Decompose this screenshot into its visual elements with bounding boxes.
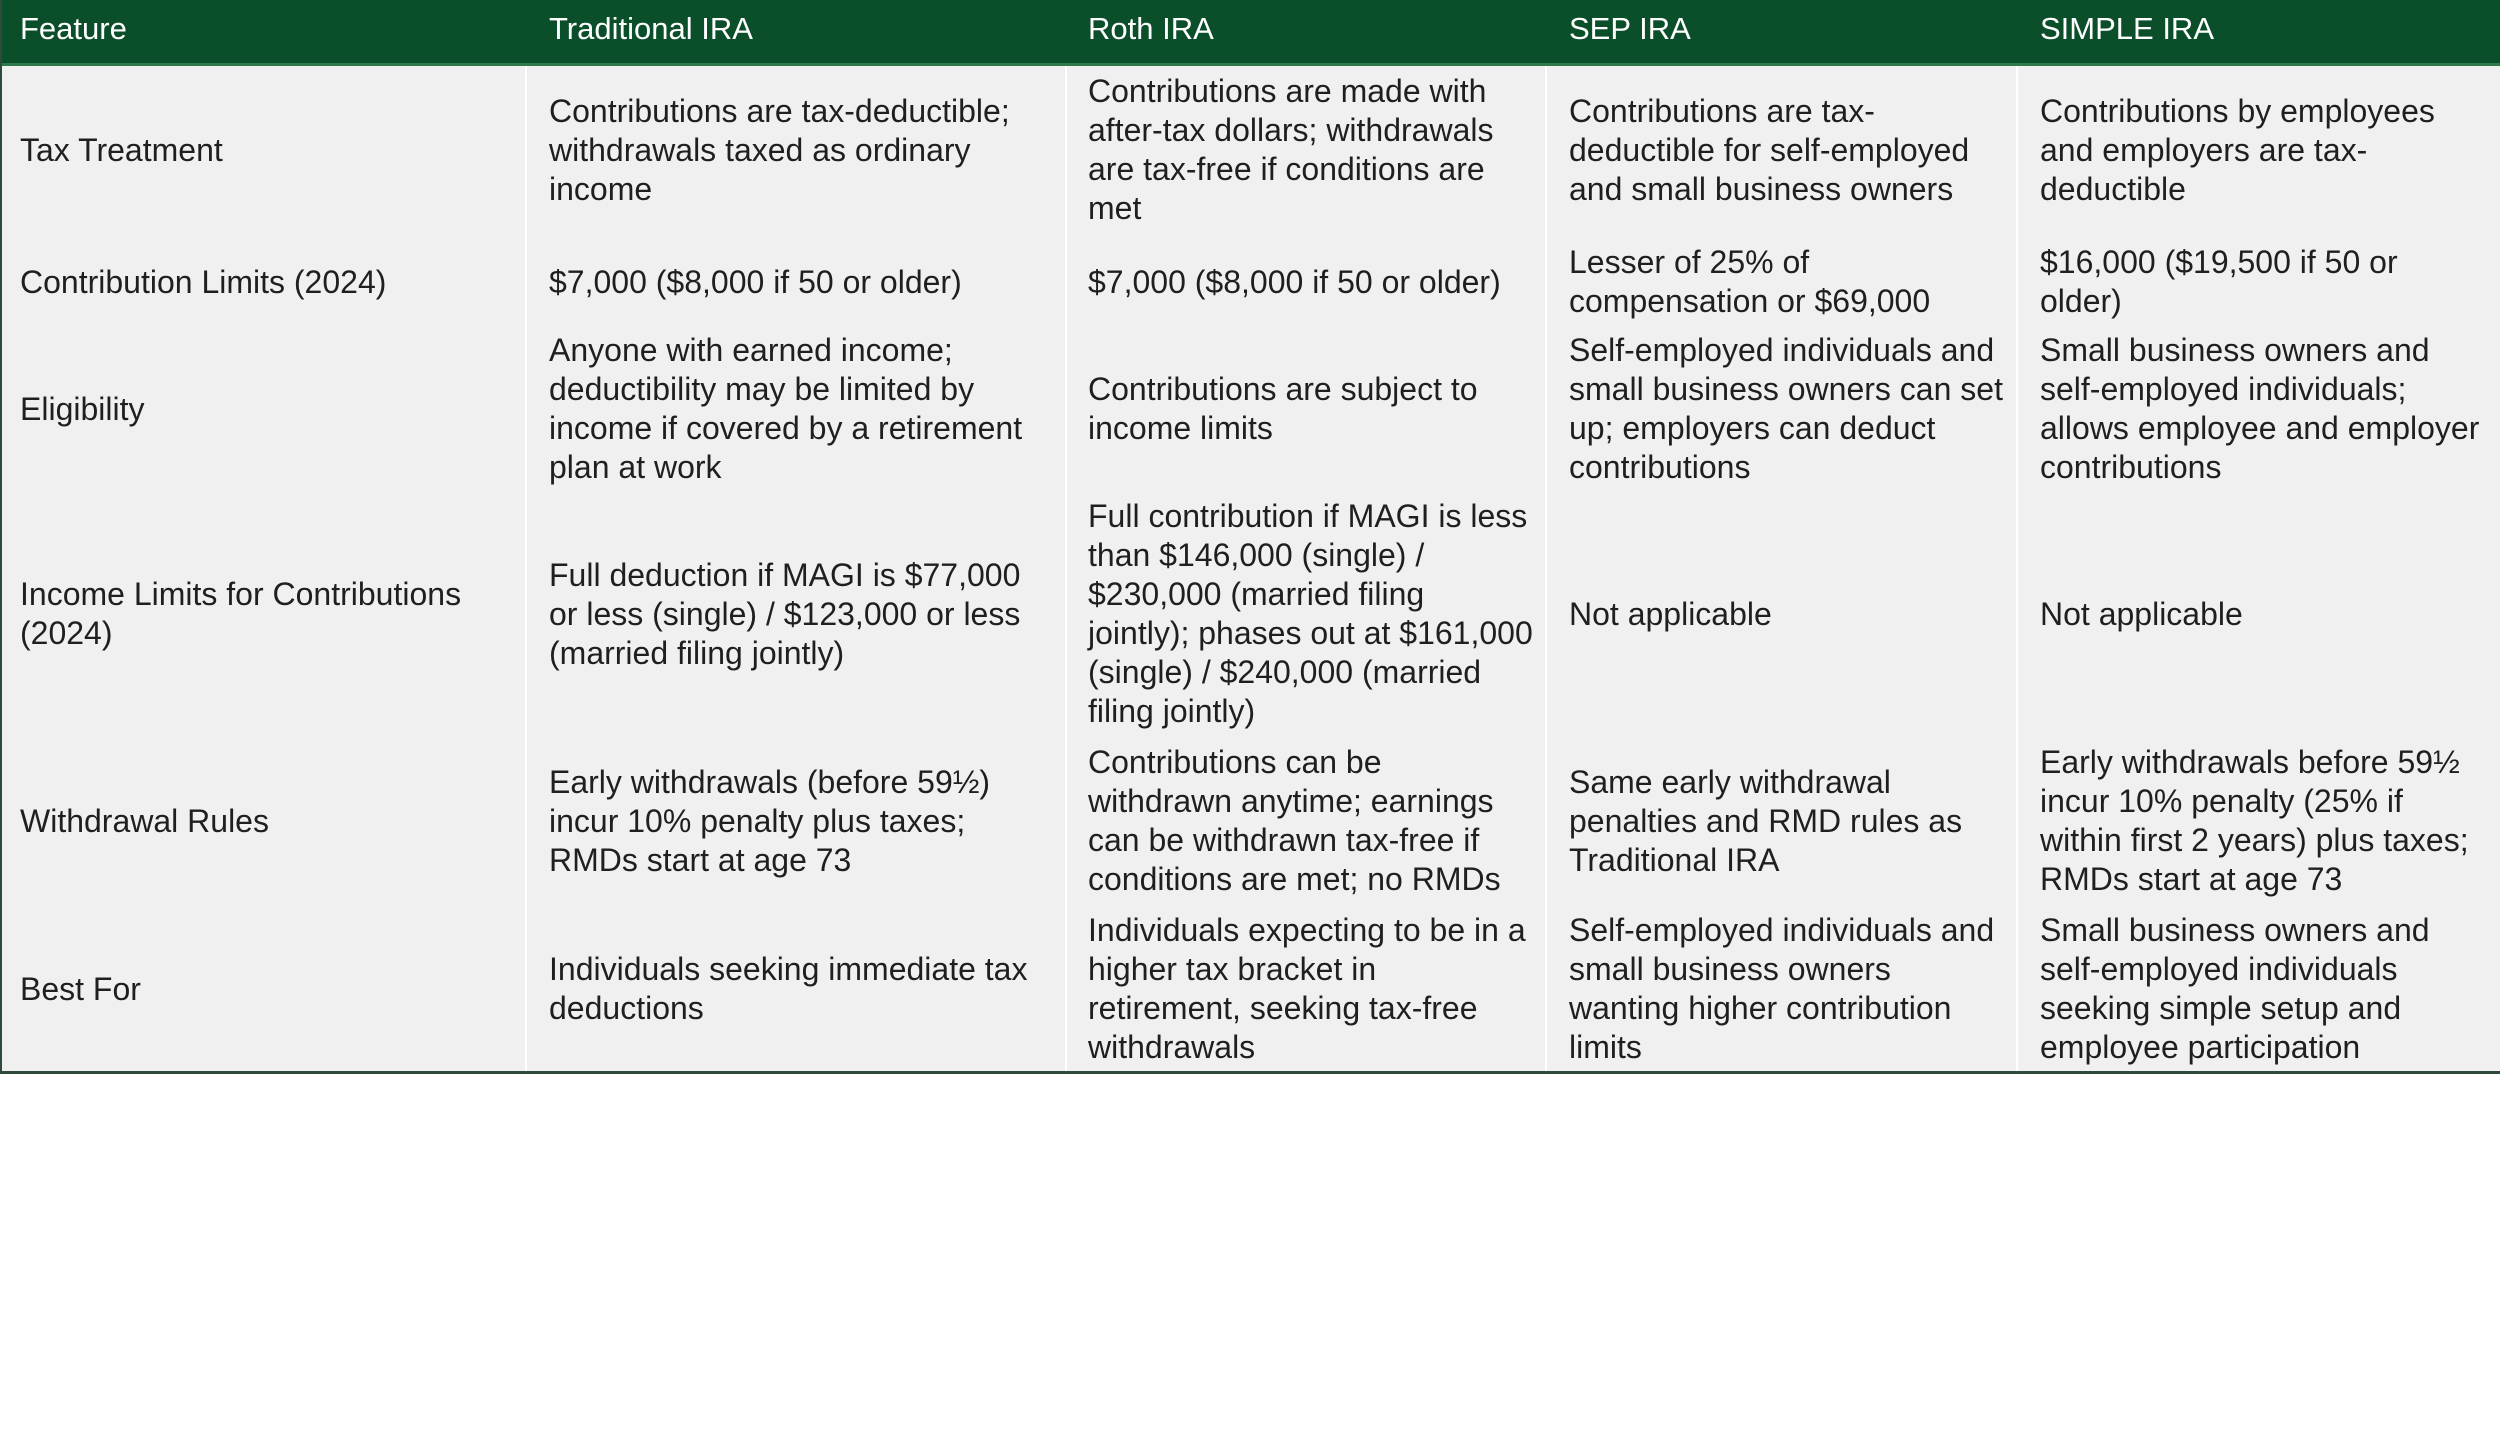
header-roth-ira: Roth IRA: [1088, 11, 1214, 46]
row-label-eligibility: Eligibility: [20, 390, 145, 427]
column-divider: [1545, 66, 1547, 1071]
row-label-withdrawal-rules: Withdrawal Rules: [20, 802, 269, 839]
sep-cell: Self-employed individuals and small business owners can set up; employers can deduct contributions: [1569, 332, 2003, 485]
row-label-contribution-limits: Contribution Limits (2024): [20, 263, 387, 300]
simple-cell: Small business owners and self-employed individuals seeking simple setup and employee participation: [2040, 912, 2430, 1065]
sep-cell: Contributions are tax-deductible for self-employed and small business owners: [1569, 92, 1970, 207]
simple-cell: Early withdrawals before 59½ incur 10% penalty (25% if within first 2 years) plus taxes; RMDs start at age 73: [2040, 744, 2469, 897]
header-feature: Feature: [20, 11, 127, 46]
row-label-tax-treatment: Tax Treatment: [20, 131, 223, 168]
header-sep-ira: SEP IRA: [1569, 11, 1691, 46]
simple-cell: Not applicable: [2040, 595, 2243, 632]
row-label-income-limits: Income Limits for Contributions (2024): [20, 576, 462, 651]
traditional-cell: Contributions are tax-deductible; withdrawals taxed as ordinary income: [549, 92, 1010, 207]
roth-cell: Contributions are subject to income limits: [1088, 371, 1478, 446]
simple-cell: $16,000 ($19,500 if 50 or older): [2040, 244, 2398, 319]
roth-cell: Full contribution if MAGI is less than $146,000 (single) / $230,000 (married filing jointly); phases out at $161,000 (single) / $240,000 (married filing jointly): [1088, 498, 1533, 729]
roth-cell: Contributions are made with after-tax dollars; withdrawals are tax-free if conditions are met: [1088, 73, 1494, 226]
traditional-cell: Individuals seeking immediate tax deductions: [549, 951, 1028, 1026]
traditional-cell: Anyone with earned income; deductibility may be limited by income if covered by a retirement plan at work: [549, 332, 1023, 485]
roth-cell: $7,000 ($8,000 if 50 or older): [1088, 263, 1501, 300]
header-simple-ira: SIMPLE IRA: [2040, 11, 2214, 46]
sep-cell: Not applicable: [1569, 595, 1772, 632]
column-divider: [1065, 66, 1067, 1071]
column-divider: [525, 66, 527, 1071]
traditional-cell: Full deduction if MAGI is $77,000 or less (single) / $123,000 or less (married filing jointly): [549, 556, 1021, 671]
sep-cell: Lesser of 25% of compensation or $69,000: [1569, 244, 1931, 319]
simple-cell: Contributions by employees and employers are tax-deductible: [2040, 92, 2435, 207]
traditional-cell: $7,000 ($8,000 if 50 or older): [549, 263, 962, 300]
sep-cell: Self-employed individuals and small business owners wanting higher contribution limits: [1569, 912, 1995, 1065]
row-label-best-for: Best For: [20, 970, 141, 1007]
column-divider: [2016, 66, 2018, 1071]
roth-cell: Individuals expecting to be in a higher tax bracket in retirement, seeking tax-free withdrawals: [1088, 912, 1526, 1065]
table-header: [2, 0, 2500, 66]
simple-cell: Small business owners and self-employed individuals; allows employee and employer contributions: [2040, 332, 2480, 485]
sep-cell: Same early withdrawal penalties and RMD rules as Traditional IRA: [1569, 763, 1963, 878]
header-traditional-ira: Traditional IRA: [549, 11, 753, 46]
traditional-cell: Early withdrawals (before 59½) incur 10% penalty plus taxes; RMDs start at age 73: [549, 763, 991, 878]
roth-cell: Contributions can be withdrawn anytime; earnings can be withdrawn tax-free if conditions are met; no RMDs: [1088, 744, 1501, 897]
